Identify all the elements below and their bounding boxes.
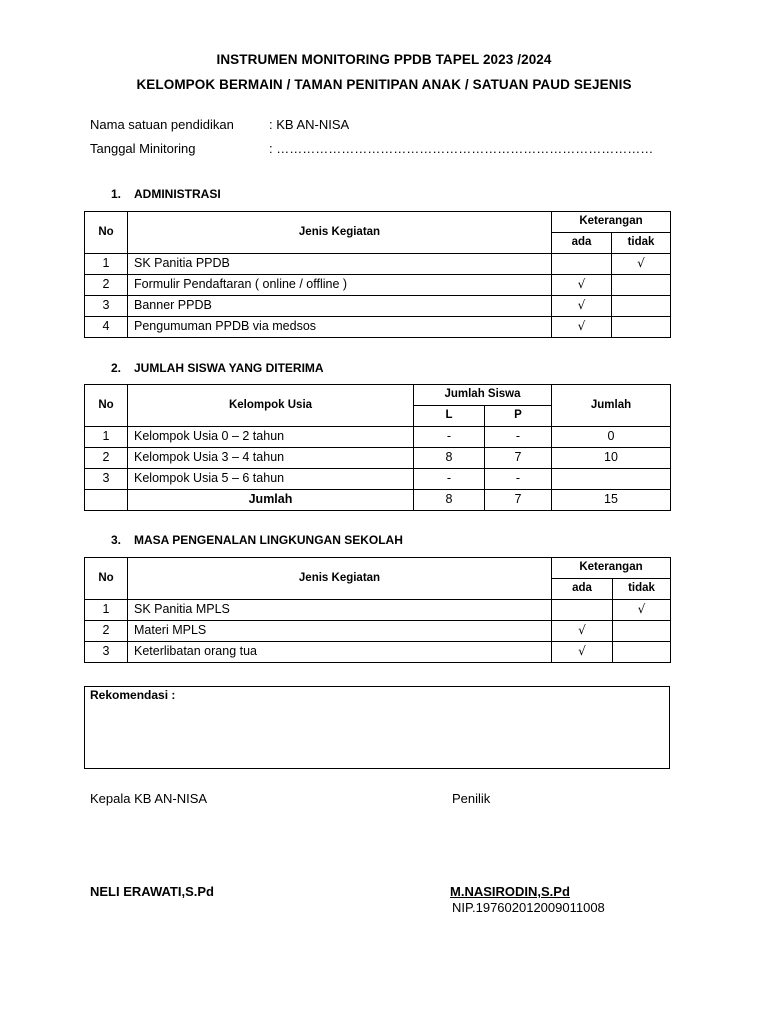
row-male: - [414,427,485,448]
row-no: 3 [85,642,128,663]
row-activity: Banner PPDB [128,296,552,317]
section-students-heading [111,361,324,375]
row-no-mark: √ [613,600,671,621]
row-no: 2 [85,448,128,469]
row-female: 7 [485,448,552,469]
row-total [552,469,671,490]
row-no-mark [612,296,671,317]
row-no-mark [613,642,671,663]
header-female: P [485,406,552,427]
supervisor-name: M.NASIRODIN,S.Pd [450,884,570,899]
recommendation-label: Rekomendasi : [90,688,176,702]
mpls-table [84,557,671,663]
section-administration-heading [111,187,221,201]
table-row [85,642,671,663]
table-row [85,275,671,296]
section-number: 1. [111,187,122,201]
header-yes: ada [552,233,612,254]
section-title: ADMINISTRASI [134,187,221,201]
table-row [85,600,671,621]
total-row-female: 7 [485,490,552,511]
row-activity: Pengumuman PPDB via medsos [128,317,552,338]
header-male: L [414,406,485,427]
row-no: 3 [85,469,128,490]
row-activity: SK Panitia MPLS [128,600,552,621]
header-student-count: Jumlah Siswa [414,385,552,406]
header-activity: Jenis Kegiatan [128,558,552,600]
recommendation-box [84,686,670,769]
section-mpls-heading [111,533,403,547]
section-title: JUMLAH SISWA YANG DITERIMA [134,361,324,375]
row-no: 2 [85,275,128,296]
document-subtitle: KELOMPOK BERMAIN / TAMAN PENITIPAN ANAK / SATUAN PAUD SEJENIS [136,77,632,92]
row-no: 1 [85,600,128,621]
table-row [85,469,671,490]
row-yes-mark [552,254,612,275]
row-age-group: Kelompok Usia 5 – 6 tahun [128,469,414,490]
row-no: 2 [85,621,128,642]
monitoring-date-value: : …………………………………………………………………………… [269,141,654,156]
table-row [85,427,671,448]
row-no-mark [612,317,671,338]
supervisor-nip: NIP.197602012009011008 [452,900,605,915]
section-number: 3. [111,533,122,547]
row-male: - [414,469,485,490]
row-yes-mark: √ [552,642,613,663]
document-title: INSTRUMEN MONITORING PPDB TAPEL 2023 /2024 [216,52,552,67]
header-yes: ada [552,579,613,600]
row-activity: Materi MPLS [128,621,552,642]
table-row [85,317,671,338]
school-name-value: : KB AN-NISA [269,117,350,132]
monitoring-date-label: Tanggal Minitoring [90,141,196,156]
row-activity: Formulir Pendaftaran ( online / offline ) [128,275,552,296]
row-yes-mark: √ [552,317,612,338]
administration-table [84,211,671,338]
row-age-group: Kelompok Usia 0 – 2 tahun [128,427,414,448]
total-row-total: 15 [552,490,671,511]
principal-title: Kepala KB AN-NISA [90,791,208,806]
table-total-row [85,490,671,511]
row-male: 8 [414,448,485,469]
header-activity: Jenis Kegiatan [128,212,552,254]
students-table [84,384,671,511]
total-row-no [85,490,128,511]
row-age-group: Kelompok Usia 3 – 4 tahun [128,448,414,469]
row-activity: Keterlibatan orang tua [128,642,552,663]
header-no: No [85,558,128,600]
row-no: 1 [85,254,128,275]
row-no: 1 [85,427,128,448]
table-row [85,296,671,317]
header-no-col: tidak [613,579,671,600]
section-title: MASA PENGENALAN LINGKUNGAN SEKOLAH [134,533,403,547]
row-no: 3 [85,296,128,317]
row-yes-mark: √ [552,621,613,642]
header-total: Jumlah [552,385,671,427]
row-no-mark: √ [612,254,671,275]
supervisor-title: Penilik [452,791,491,806]
row-no-mark [613,621,671,642]
header-remarks: Keterangan [552,558,671,579]
principal-name: NELI ERAWATI,S.Pd [90,884,214,899]
section-number: 2. [111,361,122,375]
header-no: No [85,385,128,427]
header-no: No [85,212,128,254]
row-activity: SK Panitia PPDB [128,254,552,275]
row-no-mark [612,275,671,296]
table-row [85,254,671,275]
row-yes-mark: √ [552,275,612,296]
header-age-group: Kelompok Usia [128,385,414,427]
row-female: - [485,469,552,490]
school-name-label: Nama satuan pendidikan [90,117,234,132]
row-no: 4 [85,317,128,338]
row-total: 10 [552,448,671,469]
row-yes-mark [552,600,613,621]
total-row-male: 8 [414,490,485,511]
row-total: 0 [552,427,671,448]
header-remarks: Keterangan [552,212,671,233]
row-yes-mark: √ [552,296,612,317]
table-row [85,621,671,642]
total-row-label: Jumlah [128,490,414,511]
header-no-col: tidak [612,233,671,254]
row-female: - [485,427,552,448]
table-row [85,448,671,469]
